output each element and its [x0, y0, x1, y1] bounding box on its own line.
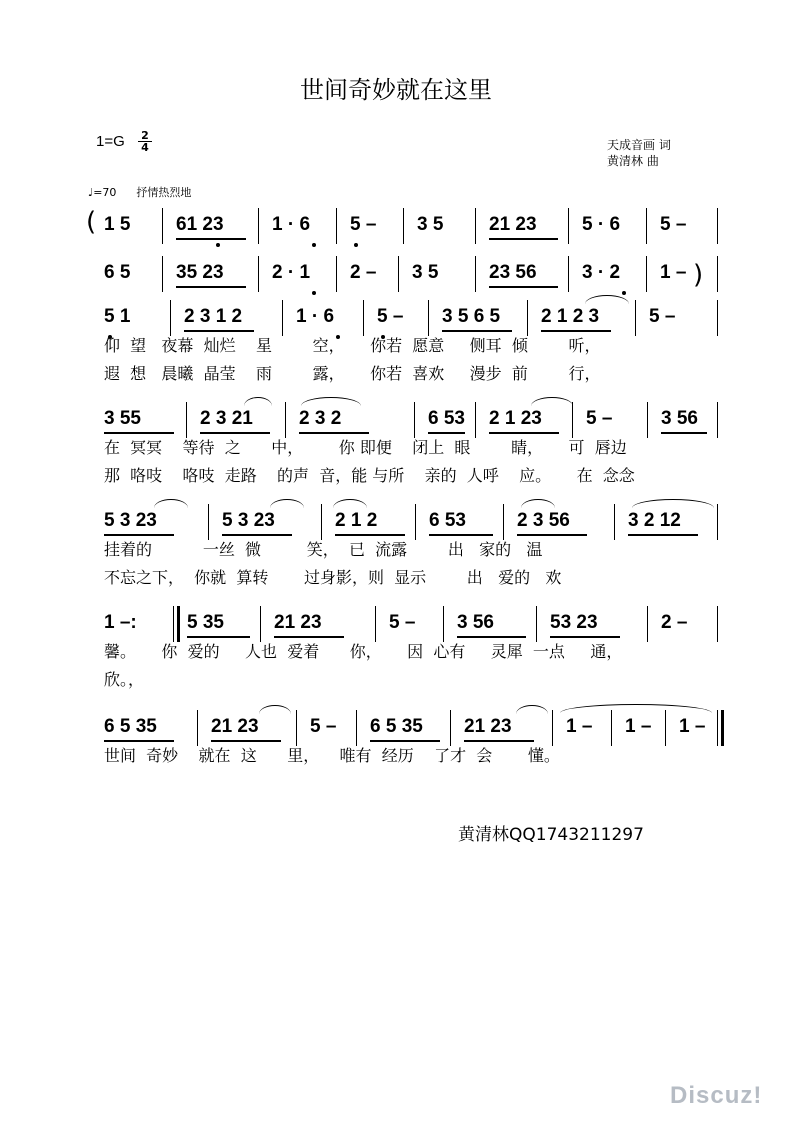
expression-marking: 抒情热烈地 [136, 186, 192, 199]
barline [475, 208, 476, 244]
eighth-underline [628, 534, 698, 536]
eighth-underline [104, 534, 174, 536]
lyric-line: 不忘之下， 你就 算转 过身影，则 显示 出 爱的 欢 [104, 568, 562, 587]
measure-notes: 1 – [625, 716, 652, 737]
measure-notes: 3 · 2 [582, 262, 621, 283]
measure-notes: 5 – [586, 408, 613, 429]
barline [282, 300, 283, 336]
barline [665, 710, 666, 746]
barline [717, 710, 718, 746]
eighth-underline [550, 636, 620, 638]
measure-notes: 21 23 [464, 716, 512, 737]
eighth-underline [541, 330, 611, 332]
lyricist-credit: 天成音画 词 [607, 138, 671, 152]
tempo-value: ♩=70 [88, 186, 117, 199]
barline [260, 606, 261, 642]
low-octave-dot [354, 243, 358, 247]
double-barline [177, 606, 180, 642]
measure-notes: 2 3 56 [517, 510, 570, 531]
barline [717, 208, 718, 244]
time-signature-top: 2 [141, 129, 149, 142]
signature: 黄清林QQ1743211297 [458, 825, 644, 845]
eighth-underline [274, 636, 344, 638]
measure-notes: 5 1 [104, 306, 131, 327]
measure-notes: 2 1 2 3 [541, 306, 600, 327]
barline [336, 208, 337, 244]
barline [173, 606, 174, 642]
lyric-line: 挂着的 一丝 微 笑， 已 流露 出 家的 温 [104, 540, 543, 559]
tempo-marking [88, 184, 191, 200]
barline [186, 402, 187, 438]
low-octave-dot [216, 243, 220, 247]
barline [443, 606, 444, 642]
low-octave-dot [622, 291, 626, 295]
measure-notes: 3 5 6 5 [442, 306, 501, 327]
measure-notes: 3 5 [417, 214, 444, 235]
barline [611, 710, 612, 746]
eighth-underline [661, 432, 707, 434]
measure-notes: 1 · 6 [272, 214, 311, 235]
eighth-underline [517, 534, 587, 536]
discuz-watermark: Discuz! [670, 1082, 763, 1109]
composer-credit: 黄清林 曲 [607, 154, 659, 168]
slur-tie [585, 295, 629, 304]
eighth-underline [457, 636, 526, 638]
measure-notes: 5 – [660, 214, 687, 235]
measure-notes: 61 23 [176, 214, 224, 235]
low-octave-dot [312, 291, 316, 295]
measure-notes: 1 – [660, 262, 687, 283]
time-signature-bottom: 4 [141, 141, 149, 154]
measure-notes: 5 · 6 [582, 214, 621, 235]
repeat-close-paren: ) [693, 260, 704, 290]
measure-notes: 3 56 [457, 612, 494, 633]
measure-notes: 5 35 [187, 612, 224, 633]
lyric-line: 世间 奇妙 就在 这 里， 唯有 经历 了才 会 懂。 [104, 746, 560, 765]
slur-tie [154, 499, 188, 508]
eighth-underline [489, 432, 559, 434]
measure-notes: 5 – [377, 306, 404, 327]
barline [614, 504, 615, 540]
barline [375, 606, 376, 642]
eighth-underline [464, 740, 534, 742]
measure-notes: 1 – [566, 716, 593, 737]
barline [208, 504, 209, 540]
page-title: 世间奇妙就在这里 [300, 76, 492, 104]
barline [258, 208, 259, 244]
barline [321, 504, 322, 540]
measure-notes: 2 1 2 [335, 510, 378, 531]
barline [170, 300, 171, 336]
barline [568, 208, 569, 244]
eighth-underline [442, 330, 512, 332]
eighth-underline [176, 238, 246, 240]
measure-notes: 5 – [350, 214, 377, 235]
barline [647, 606, 648, 642]
barline [285, 402, 286, 438]
barline [527, 300, 528, 336]
lyric-line: 仰 望 夜幕 灿烂 星 空， 你若 愿意 侧耳 倾 听， [104, 336, 601, 355]
measure-notes: 35 23 [176, 262, 224, 283]
barline [162, 256, 163, 292]
measure-notes: 5 – [649, 306, 676, 327]
measure-notes: 2 · 1 [272, 262, 311, 283]
slur-tie [531, 397, 573, 406]
eighth-underline [200, 432, 270, 434]
barline [428, 300, 429, 336]
slur-tie [516, 705, 548, 714]
measure-notes: 6 5 [104, 262, 131, 283]
measure-notes: 2 – [661, 612, 688, 633]
barline [717, 402, 718, 438]
eighth-underline [489, 238, 558, 240]
low-octave-dot [312, 243, 316, 247]
barline [717, 256, 718, 292]
barline [536, 606, 537, 642]
lyric-line: 遐 想 晨曦 晶莹 雨 露， 你若 喜欢 漫步 前 行， [104, 364, 601, 383]
slur-tie [333, 499, 367, 508]
measure-notes: 2 1 23 [489, 408, 542, 429]
double-barline [721, 710, 724, 746]
measure-notes: 21 23 [489, 214, 537, 235]
measure-notes: 3 56 [661, 408, 698, 429]
eighth-underline [370, 740, 440, 742]
measure-notes: 6 53 [428, 408, 465, 429]
barline [717, 606, 718, 642]
slur-tie [244, 397, 272, 406]
barline [503, 504, 504, 540]
barline [552, 710, 553, 746]
eighth-underline [211, 740, 281, 742]
barline [414, 402, 415, 438]
barline [568, 256, 569, 292]
measure-notes: 2 3 2 [299, 408, 342, 429]
measure-notes: 1 5 [104, 214, 131, 235]
measure-notes: 6 5 35 [370, 716, 423, 737]
measure-notes: 5 3 23 [104, 510, 157, 531]
barline [258, 256, 259, 292]
measure-notes: 2 – [350, 262, 377, 283]
barline [450, 710, 451, 746]
measure-notes: 3 5 [412, 262, 439, 283]
long-tie [560, 704, 712, 713]
measure-notes: 5 3 23 [222, 510, 275, 531]
barline [647, 402, 648, 438]
eighth-underline [104, 740, 174, 742]
eighth-underline [429, 534, 493, 536]
slur-tie [521, 499, 555, 508]
measure-notes: 21 23 [274, 612, 322, 633]
eighth-underline [335, 534, 405, 536]
barline [646, 208, 647, 244]
barline [646, 256, 647, 292]
lyric-line: 那 咯吱 咯吱 走路 的声 音，能 与所 亲的 人呼 应。 在 念念 [104, 466, 635, 485]
lyric-line: 欣。， [104, 670, 145, 689]
barline [398, 256, 399, 292]
barline [336, 256, 337, 292]
measure-notes: 5 – [310, 716, 337, 737]
eighth-underline [187, 636, 250, 638]
measure-notes: 1 · 6 [296, 306, 335, 327]
lyric-line: 馨。 你 爱的 人也 爱着 你， 因 心有 灵犀 一点 通， [104, 642, 623, 661]
barline [717, 504, 718, 540]
barline [635, 300, 636, 336]
barline [356, 710, 357, 746]
eighth-underline [489, 286, 558, 288]
barline [475, 256, 476, 292]
barline [475, 402, 476, 438]
measure-notes: 53 23 [550, 612, 598, 633]
eighth-underline [104, 432, 174, 434]
barline [197, 710, 198, 746]
barline [363, 300, 364, 336]
key-signature: 1=G [96, 133, 125, 150]
measure-notes: 6 53 [429, 510, 466, 531]
measure-notes: 2 3 21 [200, 408, 253, 429]
measure-notes: 21 23 [211, 716, 259, 737]
measure-notes: 6 5 35 [104, 716, 157, 737]
eighth-underline [184, 330, 254, 332]
barline [296, 710, 297, 746]
barline [415, 504, 416, 540]
time-signature [138, 130, 152, 153]
repeat-open-paren: ( [86, 207, 97, 237]
barline [572, 402, 573, 438]
measure-notes: 3 2 12 [628, 510, 681, 531]
lyric-line: 在 冥冥 等待 之 中， 你 即便 闭上 眼 睛， 可 唇边 [104, 438, 627, 457]
eighth-underline [222, 534, 292, 536]
measure-notes: 2 3 1 2 [184, 306, 243, 327]
measure-notes: 1 –: [104, 612, 137, 633]
barline [717, 300, 718, 336]
eighth-underline [299, 432, 369, 434]
barline [162, 208, 163, 244]
slur-tie [632, 499, 714, 508]
eighth-underline [176, 286, 246, 288]
slur-tie [259, 705, 291, 714]
measure-notes: 23 56 [489, 262, 537, 283]
eighth-underline [428, 432, 465, 434]
slur-tie [301, 397, 361, 406]
barline [403, 208, 404, 244]
slur-tie [270, 499, 304, 508]
measure-notes: 1 – [679, 716, 706, 737]
measure-notes: 3 55 [104, 408, 141, 429]
measure-notes: 5 – [389, 612, 416, 633]
